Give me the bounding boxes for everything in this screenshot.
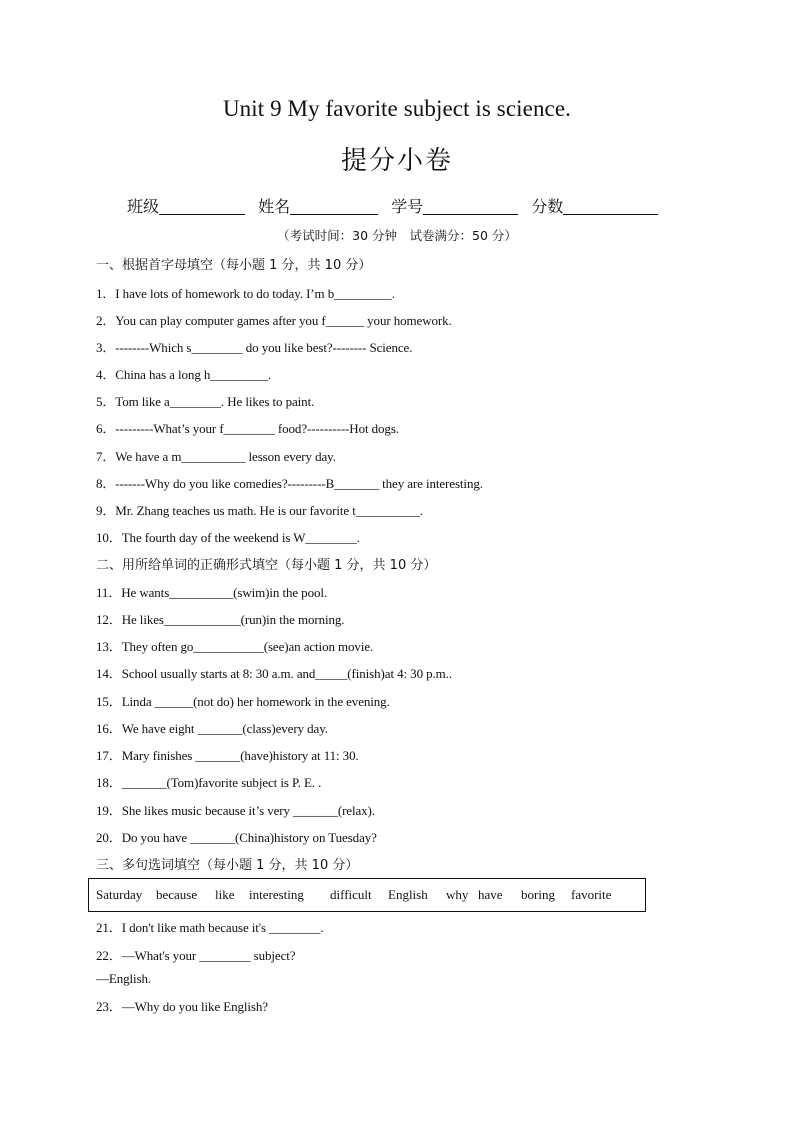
word-bank-box: [88, 878, 646, 912]
question-20: 20．Do you have _______(China)history on Tuesday?: [96, 830, 377, 845]
question-7: 7．We have a m__________ lesson every day.: [96, 449, 336, 464]
word-bank-item: English: [388, 887, 428, 902]
question-3: 3．--------Which s________ do you like best?-------- Science.: [96, 340, 413, 355]
question-19: 19．She likes music because it’s very _______(relax).: [96, 803, 375, 818]
section-3-heading: 三、多句选词填空（每小题 1 分，共 10 分）: [96, 858, 359, 873]
name-label: 姓名: [258, 197, 291, 216]
student-number-field: [391, 194, 518, 217]
student-number-blank[interactable]: [423, 198, 518, 215]
worksheet-title: Unit 9 My favorite subject is science.: [222, 96, 572, 121]
question-11: 11．He wants__________(swim)in the pool.: [96, 585, 328, 600]
question-21: 21．I don't like math because it's ________.: [96, 920, 324, 935]
word-bank-item: have: [478, 887, 503, 902]
name-blank[interactable]: [290, 198, 378, 215]
student-info-line: [127, 194, 687, 217]
word-bank-item: boring: [521, 887, 555, 902]
question-22: 22．—What's your ________ subject?: [96, 948, 296, 963]
student-number-label: 学号: [391, 197, 424, 216]
exam-note: （考试时间：30 分钟 试卷满分：50 分）: [277, 228, 517, 243]
word-bank-item: difficult: [330, 887, 372, 902]
question-8: 8．-------Why do you like comedies?---------B_______ they are interesting.: [96, 476, 483, 491]
question-9: 9．Mr. Zhang teaches us math. He is our favorite t__________.: [96, 503, 423, 518]
word-bank-item: interesting: [249, 887, 304, 902]
question-1: 1．I have lots of homework to do today. I’m b_________.: [96, 286, 395, 301]
score-label: 分数: [531, 197, 564, 216]
question-15: 15．Linda ______(not do) her homework in the evening.: [96, 694, 390, 709]
question-13: 13．They often go___________(see)an action movie.: [96, 639, 374, 654]
question-18: 18．_______(Tom)favorite subject is P. E. .: [96, 775, 322, 790]
worksheet-subtitle: 提分小卷: [340, 146, 453, 176]
score-blank[interactable]: [563, 198, 658, 215]
question-5: 5．Tom like a________. He likes to paint.: [96, 394, 315, 409]
question-6: 6．---------What’s your f________ food?----------Hot dogs.: [96, 421, 399, 436]
word-bank-item: Saturday: [96, 887, 143, 902]
word-bank-item: like: [215, 887, 235, 902]
question-4: 4．China has a long h_________.: [96, 367, 272, 382]
question-12: 12．He likes____________(run)in the morning.: [96, 612, 345, 627]
question-17: 17．Mary finishes _______(have)history at 11: 30.: [96, 748, 359, 763]
class-label: 班级: [127, 197, 160, 216]
word-bank-item: favorite: [571, 887, 612, 902]
answer-22: —English.: [96, 971, 152, 986]
question-10: 10．The fourth day of the weekend is W________.: [96, 530, 360, 545]
class-blank[interactable]: [159, 198, 245, 215]
word-bank-item: why: [446, 887, 469, 902]
question-23: 23．—Why do you like English?: [96, 999, 268, 1014]
question-16: 16．We have eight _______(class)every day.: [96, 721, 328, 736]
word-bank-item: because: [156, 887, 198, 902]
score-field: [531, 194, 658, 217]
name-field: [258, 194, 378, 217]
question-2: 2．You can play computer games after you f______ your homework.: [96, 313, 452, 328]
question-14: 14．School usually starts at 8: 30 a.m. and_____(finish)at 4: 30 p.m..: [96, 666, 452, 681]
class-field: [127, 194, 245, 217]
section-2-heading: 二、用所给单词的正确形式填空（每小题 1 分，共 10 分）: [96, 558, 437, 573]
section-1-heading: 一、根据首字母填空（每小题 1 分，共 10 分）: [96, 258, 372, 273]
